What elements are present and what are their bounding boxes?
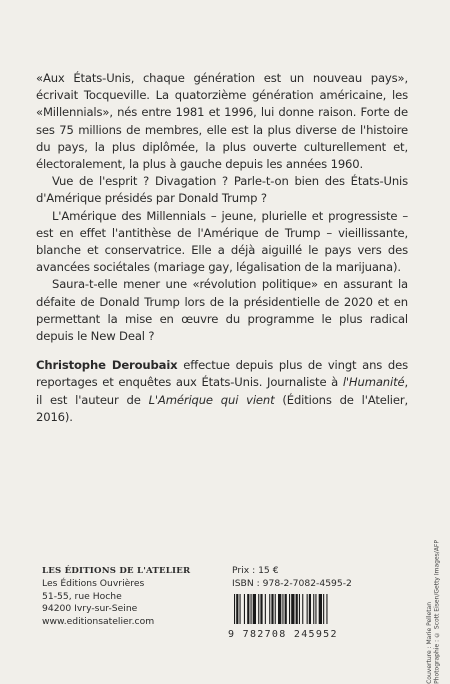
barcode: [228, 594, 378, 640]
blurb-paragraph-1: «Aux États-Unis, chaque génération est un nouveau pays», écrivait Tocqueville. La quatorzième génération américaine, les «Millennials», nés entre 1981 et 1996, lui donne raison. Forte de ses 75 millions de membres, elle est la plus diverse de l'histoire du pays, la plus diplômée, la plus ouverte culturellement et, électoralement, la plus à gauche depuis les années 1960.: [36, 71, 408, 172]
publisher-name: LES ÉDITIONS DE L'ATELIER: [42, 566, 191, 576]
barcode-digits: 9 782708 245952: [228, 629, 338, 640]
author-bio: [36, 357, 408, 426]
cover-design-credit: Couverture : Marie Pelletan: [426, 601, 433, 684]
back-cover-blurb: [36, 70, 408, 426]
barcode-bars: [228, 594, 378, 624]
blurb-paragraph-4: Saura-t-elle mener une «révolution politique» en assurant la défaite de Donald Trump lors de la présidentielle de 2020 et en permettant la mise en œuvre du programme le plus radical depuis le New Deal ?: [36, 277, 408, 344]
publisher-website: www.editionsatelier.com: [42, 616, 155, 628]
blurb-paragraph-3: L'Amérique des Millennials – jeune, plurielle et progressiste – est en effet l'antithèse de l'Amérique de Trump – vieillissante, blanche et conservatrice. Elle a déjà aiguillé le pays vers des avancées sociétales (mariage gay, légalisation de la marijuana).: [36, 208, 408, 275]
bio-text-2: , il est l'auteur de: [36, 375, 408, 407]
bio-text-1: effectue depuis plus de vingt ans des reportages et enquêtes aux États-Unis. Journaliste à: [36, 358, 408, 390]
publisher-info: [42, 565, 222, 629]
publisher-city: 94200 Ivry-sur-Seine: [42, 603, 138, 615]
previous-book-title: L'Amérique qui vient: [148, 392, 275, 407]
publisher-line-1: Les Éditions Ouvrières: [42, 577, 145, 589]
price-isbn: [232, 565, 352, 591]
author-name: Christophe Deroubaix: [36, 358, 178, 373]
isbn-label: ISBN : 978-2-7082-4595-2: [232, 577, 352, 589]
cover-credits: [426, 540, 441, 684]
price-label: Prix : 15 €: [232, 565, 279, 576]
publisher-address: 51-55, rue Hoche: [42, 590, 122, 602]
photo-credit: Photographie : © Scott Eisen/Getty Images/AFP: [433, 540, 441, 684]
bio-text-3: (Éditions de l'Atelier, 2016).: [36, 392, 409, 424]
blurb-paragraph-2: Vue de l'esprit ? Divagation ? Parle-t-on bien des États-Unis d'Amérique présidés par Donald Trump ?: [36, 174, 408, 206]
newspaper-title: l'Humanité: [342, 375, 405, 390]
